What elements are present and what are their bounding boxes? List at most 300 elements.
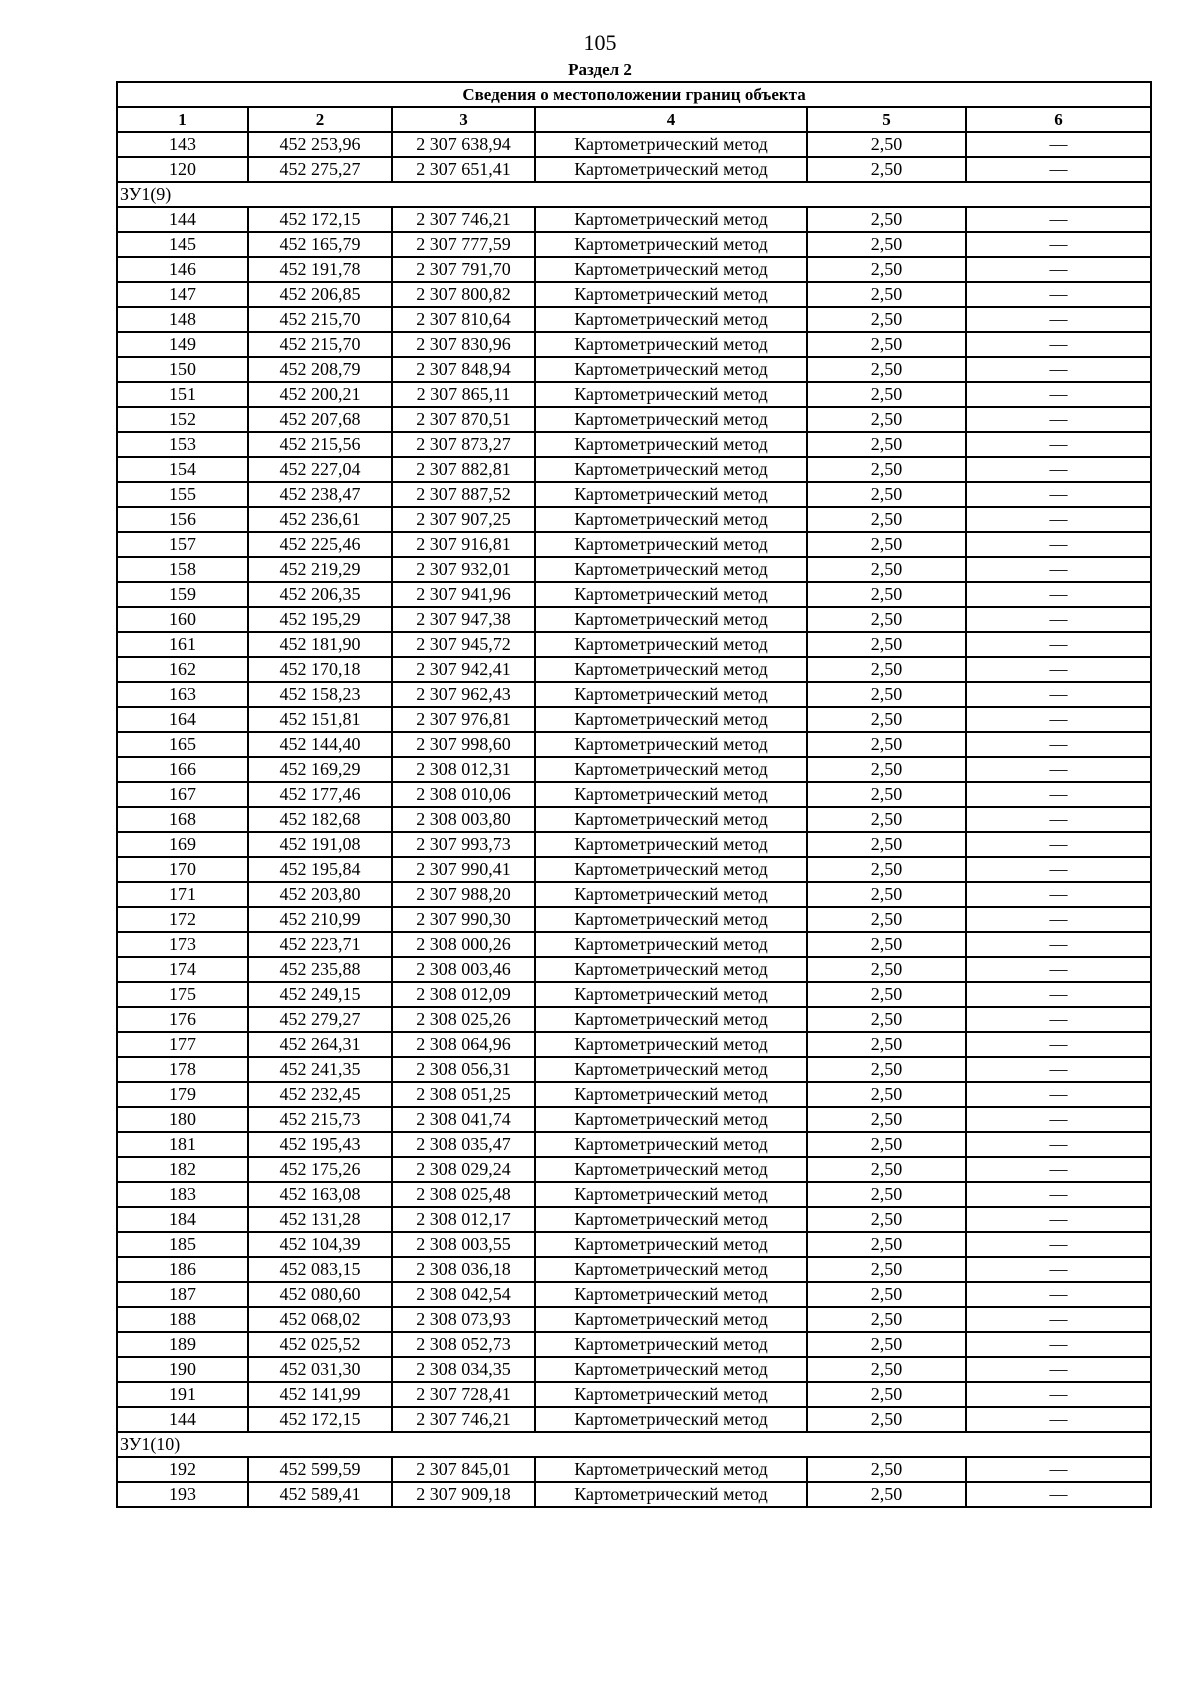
- y-coordinate-cell: 2 307 638,94: [392, 132, 535, 157]
- table-row: [117, 1307, 1151, 1332]
- accuracy-cell: 2,50: [807, 1007, 966, 1032]
- point-number-cell: 157: [117, 532, 248, 557]
- accuracy-cell: 2,50: [807, 532, 966, 557]
- accuracy-cell: 2,50: [807, 1107, 966, 1132]
- y-coordinate-cell: 2 308 056,31: [392, 1057, 535, 1082]
- table-row: [117, 1032, 1151, 1057]
- y-coordinate-cell: 2 307 988,20: [392, 882, 535, 907]
- point-number-cell: 184: [117, 1207, 248, 1232]
- point-number-cell: 147: [117, 282, 248, 307]
- table-row: [117, 382, 1151, 407]
- x-coordinate-cell: 452 279,27: [248, 1007, 392, 1032]
- x-coordinate-cell: 452 195,43: [248, 1132, 392, 1157]
- point-number-cell: 171: [117, 882, 248, 907]
- group-row: [117, 1432, 1151, 1457]
- point-number-cell: 173: [117, 932, 248, 957]
- table-row: [117, 1182, 1151, 1207]
- point-number-cell: 152: [117, 407, 248, 432]
- y-coordinate-cell: 2 307 848,94: [392, 357, 535, 382]
- method-cell: Картометрический метод: [535, 207, 807, 232]
- method-cell: Картометрический метод: [535, 482, 807, 507]
- x-coordinate-cell: 452 175,26: [248, 1157, 392, 1182]
- y-coordinate-cell: 2 307 651,41: [392, 157, 535, 182]
- accuracy-cell: 2,50: [807, 157, 966, 182]
- point-number-cell: 175: [117, 982, 248, 1007]
- description-cell: —: [966, 557, 1151, 582]
- x-coordinate-cell: 452 025,52: [248, 1332, 392, 1357]
- x-coordinate-cell: 452 227,04: [248, 457, 392, 482]
- x-coordinate-cell: 452 169,29: [248, 757, 392, 782]
- description-cell: —: [966, 1207, 1151, 1232]
- table-row: [117, 532, 1151, 557]
- group-row: [117, 182, 1151, 207]
- method-cell: Картометрический метод: [535, 1232, 807, 1257]
- point-number-cell: 160: [117, 607, 248, 632]
- y-coordinate-cell: 2 307 810,64: [392, 307, 535, 332]
- point-number-cell: 154: [117, 457, 248, 482]
- table-row: [117, 257, 1151, 282]
- method-cell: Картометрический метод: [535, 382, 807, 407]
- y-coordinate-cell: 2 308 029,24: [392, 1157, 535, 1182]
- x-coordinate-cell: 452 249,15: [248, 982, 392, 1007]
- point-number-cell: 170: [117, 857, 248, 882]
- y-coordinate-cell: 2 307 777,59: [392, 232, 535, 257]
- description-cell: —: [966, 282, 1151, 307]
- accuracy-cell: 2,50: [807, 1182, 966, 1207]
- accuracy-cell: 2,50: [807, 407, 966, 432]
- accuracy-cell: 2,50: [807, 707, 966, 732]
- table-row: [117, 507, 1151, 532]
- table-row: [117, 1382, 1151, 1407]
- x-coordinate-cell: 452 219,29: [248, 557, 392, 582]
- method-cell: Картометрический метод: [535, 732, 807, 757]
- section-label: Раздел 2: [568, 60, 632, 79]
- x-coordinate-cell: 452 195,84: [248, 857, 392, 882]
- description-cell: —: [966, 232, 1151, 257]
- method-cell: Картометрический метод: [535, 357, 807, 382]
- point-number-cell: 163: [117, 682, 248, 707]
- x-coordinate-cell: 452 210,99: [248, 907, 392, 932]
- description-cell: —: [966, 582, 1151, 607]
- method-cell: Картометрический метод: [535, 1007, 807, 1032]
- x-coordinate-cell: 452 080,60: [248, 1282, 392, 1307]
- description-cell: —: [966, 907, 1151, 932]
- point-number-cell: 177: [117, 1032, 248, 1057]
- column-header: 3: [392, 107, 535, 132]
- method-cell: Картометрический метод: [535, 1082, 807, 1107]
- accuracy-cell: 2,50: [807, 1332, 966, 1357]
- description-cell: —: [966, 1332, 1151, 1357]
- y-coordinate-cell: 2 307 916,81: [392, 532, 535, 557]
- point-number-cell: 120: [117, 157, 248, 182]
- method-cell: Картометрический метод: [535, 557, 807, 582]
- method-cell: Картометрический метод: [535, 1032, 807, 1057]
- column-header: 5: [807, 107, 966, 132]
- point-number-cell: 159: [117, 582, 248, 607]
- y-coordinate-cell: 2 307 746,21: [392, 1407, 535, 1432]
- description-cell: —: [966, 732, 1151, 757]
- x-coordinate-cell: 452 225,46: [248, 532, 392, 557]
- x-coordinate-cell: 452 195,29: [248, 607, 392, 632]
- y-coordinate-cell: 2 308 042,54: [392, 1282, 535, 1307]
- method-cell: Картометрический метод: [535, 1482, 807, 1507]
- description-cell: —: [966, 607, 1151, 632]
- description-cell: —: [966, 382, 1151, 407]
- description-cell: —: [966, 357, 1151, 382]
- table-row: [117, 657, 1151, 682]
- method-cell: Картометрический метод: [535, 1307, 807, 1332]
- method-cell: Картометрический метод: [535, 782, 807, 807]
- accuracy-cell: 2,50: [807, 1307, 966, 1332]
- table-row: [117, 957, 1151, 982]
- description-cell: —: [966, 307, 1151, 332]
- method-cell: Картометрический метод: [535, 1057, 807, 1082]
- method-cell: Картометрический метод: [535, 1107, 807, 1132]
- point-number-cell: 168: [117, 807, 248, 832]
- method-cell: Картометрический метод: [535, 132, 807, 157]
- description-cell: —: [966, 632, 1151, 657]
- table-row: [117, 882, 1151, 907]
- point-number-cell: 161: [117, 632, 248, 657]
- description-cell: —: [966, 757, 1151, 782]
- table-title: Сведения о местоположении границ объекта: [117, 82, 1151, 107]
- description-cell: —: [966, 707, 1151, 732]
- method-cell: Картометрический метод: [535, 1357, 807, 1382]
- method-cell: Картометрический метод: [535, 607, 807, 632]
- description-cell: —: [966, 407, 1151, 432]
- point-number-cell: 151: [117, 382, 248, 407]
- y-coordinate-cell: 2 308 012,09: [392, 982, 535, 1007]
- y-coordinate-cell: 2 308 012,17: [392, 1207, 535, 1232]
- table-row: [117, 932, 1151, 957]
- point-number-cell: 143: [117, 132, 248, 157]
- point-number-cell: 165: [117, 732, 248, 757]
- table-row: [117, 432, 1151, 457]
- description-cell: —: [966, 157, 1151, 182]
- y-coordinate-cell: 2 308 025,26: [392, 1007, 535, 1032]
- description-cell: —: [966, 782, 1151, 807]
- description-cell: —: [966, 957, 1151, 982]
- description-cell: —: [966, 832, 1151, 857]
- x-coordinate-cell: 452 253,96: [248, 132, 392, 157]
- x-coordinate-cell: 452 206,85: [248, 282, 392, 307]
- description-cell: —: [966, 1032, 1151, 1057]
- x-coordinate-cell: 452 215,73: [248, 1107, 392, 1132]
- y-coordinate-cell: 2 308 064,96: [392, 1032, 535, 1057]
- y-coordinate-cell: 2 307 907,25: [392, 507, 535, 532]
- accuracy-cell: 2,50: [807, 207, 966, 232]
- x-coordinate-cell: 452 232,45: [248, 1082, 392, 1107]
- accuracy-cell: 2,50: [807, 632, 966, 657]
- method-cell: Картометрический метод: [535, 282, 807, 307]
- point-number-cell: 178: [117, 1057, 248, 1082]
- y-coordinate-cell: 2 308 041,74: [392, 1107, 535, 1132]
- method-cell: Картометрический метод: [535, 432, 807, 457]
- description-cell: —: [966, 982, 1151, 1007]
- y-coordinate-cell: 2 308 012,31: [392, 757, 535, 782]
- method-cell: Картометрический метод: [535, 1382, 807, 1407]
- accuracy-cell: 2,50: [807, 582, 966, 607]
- table-row: [117, 1057, 1151, 1082]
- y-coordinate-cell: 2 307 845,01: [392, 1457, 535, 1482]
- table-row: [117, 1482, 1151, 1507]
- accuracy-cell: 2,50: [807, 1482, 966, 1507]
- y-coordinate-cell: 2 307 947,38: [392, 607, 535, 632]
- table-row: [117, 1357, 1151, 1382]
- y-coordinate-cell: 2 307 791,70: [392, 257, 535, 282]
- table-row: [117, 1207, 1151, 1232]
- description-cell: —: [966, 532, 1151, 557]
- description-cell: —: [966, 507, 1151, 532]
- y-coordinate-cell: 2 307 993,73: [392, 832, 535, 857]
- point-number-cell: 187: [117, 1282, 248, 1307]
- accuracy-cell: 2,50: [807, 332, 966, 357]
- accuracy-cell: 2,50: [807, 432, 966, 457]
- accuracy-cell: 2,50: [807, 1057, 966, 1082]
- x-coordinate-cell: 452 235,88: [248, 957, 392, 982]
- description-cell: —: [966, 1082, 1151, 1107]
- table-row: [117, 1157, 1151, 1182]
- y-coordinate-cell: 2 308 034,35: [392, 1357, 535, 1382]
- point-number-cell: 190: [117, 1357, 248, 1382]
- point-number-cell: 146: [117, 257, 248, 282]
- x-coordinate-cell: 452 206,35: [248, 582, 392, 607]
- y-coordinate-cell: 2 307 873,27: [392, 432, 535, 457]
- x-coordinate-cell: 452 104,39: [248, 1232, 392, 1257]
- table-row: [117, 1257, 1151, 1282]
- x-coordinate-cell: 452 170,18: [248, 657, 392, 682]
- description-cell: —: [966, 457, 1151, 482]
- description-cell: —: [966, 207, 1151, 232]
- method-cell: Картометрический метод: [535, 907, 807, 932]
- accuracy-cell: 2,50: [807, 507, 966, 532]
- accuracy-cell: 2,50: [807, 257, 966, 282]
- accuracy-cell: 2,50: [807, 1282, 966, 1307]
- accuracy-cell: 2,50: [807, 282, 966, 307]
- y-coordinate-cell: 2 307 887,52: [392, 482, 535, 507]
- point-number-cell: 158: [117, 557, 248, 582]
- y-coordinate-cell: 2 307 865,11: [392, 382, 535, 407]
- table-head: [117, 82, 1151, 132]
- table-row: [117, 632, 1151, 657]
- method-cell: Картометрический метод: [535, 582, 807, 607]
- method-cell: Картометрический метод: [535, 807, 807, 832]
- accuracy-cell: 2,50: [807, 382, 966, 407]
- point-number-cell: 144: [117, 207, 248, 232]
- table-body: [117, 132, 1151, 1507]
- method-cell: Картометрический метод: [535, 257, 807, 282]
- y-coordinate-cell: 2 307 909,18: [392, 1482, 535, 1507]
- table-row: [117, 1232, 1151, 1257]
- table-row: [117, 757, 1151, 782]
- table-row: [117, 282, 1151, 307]
- method-cell: Картометрический метод: [535, 882, 807, 907]
- table-row: [117, 407, 1151, 432]
- accuracy-cell: 2,50: [807, 457, 966, 482]
- accuracy-cell: 2,50: [807, 1457, 966, 1482]
- table-row: [117, 1407, 1151, 1432]
- point-number-cell: 174: [117, 957, 248, 982]
- accuracy-cell: 2,50: [807, 732, 966, 757]
- point-number-cell: 179: [117, 1082, 248, 1107]
- point-number-cell: 167: [117, 782, 248, 807]
- x-coordinate-cell: 452 207,68: [248, 407, 392, 432]
- group-label: ЗУ1(9): [117, 182, 1151, 207]
- y-coordinate-cell: 2 307 962,43: [392, 682, 535, 707]
- x-coordinate-cell: 452 151,81: [248, 707, 392, 732]
- table-row: [117, 557, 1151, 582]
- method-cell: Картометрический метод: [535, 1332, 807, 1357]
- method-cell: Картометрический метод: [535, 507, 807, 532]
- method-cell: Картометрический метод: [535, 1282, 807, 1307]
- method-cell: Картометрический метод: [535, 1132, 807, 1157]
- description-cell: —: [966, 1357, 1151, 1382]
- y-coordinate-cell: 2 308 003,46: [392, 957, 535, 982]
- x-coordinate-cell: 452 215,56: [248, 432, 392, 457]
- column-header: 6: [966, 107, 1151, 132]
- point-number-cell: 189: [117, 1332, 248, 1357]
- point-number-cell: 186: [117, 1257, 248, 1282]
- table-row: [117, 857, 1151, 882]
- accuracy-cell: 2,50: [807, 782, 966, 807]
- method-cell: Картометрический метод: [535, 632, 807, 657]
- table-title-row: [117, 82, 1151, 107]
- x-coordinate-cell: 452 241,35: [248, 1057, 392, 1082]
- x-coordinate-cell: 452 203,80: [248, 882, 392, 907]
- table-row: [117, 782, 1151, 807]
- table-row: [117, 207, 1151, 232]
- method-cell: Картометрический метод: [535, 1182, 807, 1207]
- point-number-cell: 153: [117, 432, 248, 457]
- point-number-cell: 145: [117, 232, 248, 257]
- y-coordinate-cell: 2 307 870,51: [392, 407, 535, 432]
- table-row: [117, 707, 1151, 732]
- accuracy-cell: 2,50: [807, 232, 966, 257]
- table-row: [117, 1132, 1151, 1157]
- description-cell: —: [966, 807, 1151, 832]
- x-coordinate-cell: 452 599,59: [248, 1457, 392, 1482]
- description-cell: —: [966, 1282, 1151, 1307]
- point-number-cell: 191: [117, 1382, 248, 1407]
- x-coordinate-cell: 452 144,40: [248, 732, 392, 757]
- y-coordinate-cell: 2 307 882,81: [392, 457, 535, 482]
- method-cell: Картометрический метод: [535, 957, 807, 982]
- table-row: [117, 832, 1151, 857]
- table-row: [117, 1107, 1151, 1132]
- x-coordinate-cell: 452 177,46: [248, 782, 392, 807]
- accuracy-cell: 2,50: [807, 1382, 966, 1407]
- y-coordinate-cell: 2 307 976,81: [392, 707, 535, 732]
- method-cell: Картометрический метод: [535, 657, 807, 682]
- accuracy-cell: 2,50: [807, 1232, 966, 1257]
- description-cell: —: [966, 1107, 1151, 1132]
- point-number-cell: 148: [117, 307, 248, 332]
- y-coordinate-cell: 2 307 941,96: [392, 582, 535, 607]
- table-row: [117, 807, 1151, 832]
- table-row: [117, 907, 1151, 932]
- y-coordinate-cell: 2 307 800,82: [392, 282, 535, 307]
- accuracy-cell: 2,50: [807, 557, 966, 582]
- x-coordinate-cell: 452 163,08: [248, 1182, 392, 1207]
- accuracy-cell: 2,50: [807, 1032, 966, 1057]
- method-cell: Картометрический метод: [535, 157, 807, 182]
- method-cell: Картометрический метод: [535, 857, 807, 882]
- point-number-cell: 149: [117, 332, 248, 357]
- y-coordinate-cell: 2 308 003,80: [392, 807, 535, 832]
- method-cell: Картометрический метод: [535, 457, 807, 482]
- y-coordinate-cell: 2 308 052,73: [392, 1332, 535, 1357]
- accuracy-cell: 2,50: [807, 1257, 966, 1282]
- x-coordinate-cell: 452 141,99: [248, 1382, 392, 1407]
- group-label: ЗУ1(10): [117, 1432, 1151, 1457]
- point-number-cell: 185: [117, 1232, 248, 1257]
- method-cell: Картометрический метод: [535, 407, 807, 432]
- description-cell: —: [966, 132, 1151, 157]
- point-number-cell: 162: [117, 657, 248, 682]
- description-cell: —: [966, 1382, 1151, 1407]
- description-cell: —: [966, 657, 1151, 682]
- accuracy-cell: 2,50: [807, 757, 966, 782]
- description-cell: —: [966, 1482, 1151, 1507]
- x-coordinate-cell: 452 182,68: [248, 807, 392, 832]
- description-cell: —: [966, 1232, 1151, 1257]
- y-coordinate-cell: 2 308 010,06: [392, 782, 535, 807]
- column-header: 2: [248, 107, 392, 132]
- accuracy-cell: 2,50: [807, 1157, 966, 1182]
- x-coordinate-cell: 452 172,15: [248, 207, 392, 232]
- accuracy-cell: 2,50: [807, 1132, 966, 1157]
- description-cell: —: [966, 932, 1151, 957]
- method-cell: Картометрический метод: [535, 532, 807, 557]
- method-cell: Картометрический метод: [535, 1207, 807, 1232]
- point-number-cell: 166: [117, 757, 248, 782]
- accuracy-cell: 2,50: [807, 907, 966, 932]
- method-cell: Картометрический метод: [535, 932, 807, 957]
- table-row: [117, 157, 1151, 182]
- method-cell: Картометрический метод: [535, 1457, 807, 1482]
- method-cell: Картометрический метод: [535, 1407, 807, 1432]
- method-cell: Картометрический метод: [535, 682, 807, 707]
- accuracy-cell: 2,50: [807, 682, 966, 707]
- method-cell: Картометрический метод: [535, 332, 807, 357]
- y-coordinate-cell: 2 307 728,41: [392, 1382, 535, 1407]
- x-coordinate-cell: 452 158,23: [248, 682, 392, 707]
- x-coordinate-cell: 452 215,70: [248, 307, 392, 332]
- table-row: [117, 1082, 1151, 1107]
- accuracy-cell: 2,50: [807, 307, 966, 332]
- description-cell: —: [966, 1157, 1151, 1182]
- table-row: [117, 682, 1151, 707]
- table-row: [117, 982, 1151, 1007]
- description-cell: —: [966, 1457, 1151, 1482]
- point-number-cell: 155: [117, 482, 248, 507]
- column-header: 1: [117, 107, 248, 132]
- x-coordinate-cell: 452 191,78: [248, 257, 392, 282]
- accuracy-cell: 2,50: [807, 607, 966, 632]
- table-row: [117, 1007, 1151, 1032]
- point-number-cell: 144: [117, 1407, 248, 1432]
- table-row: [117, 1457, 1151, 1482]
- table-row: [117, 457, 1151, 482]
- point-number-cell: 180: [117, 1107, 248, 1132]
- x-coordinate-cell: 452 208,79: [248, 357, 392, 382]
- y-coordinate-cell: 2 308 025,48: [392, 1182, 535, 1207]
- description-cell: —: [966, 882, 1151, 907]
- description-cell: —: [966, 857, 1151, 882]
- description-cell: —: [966, 1407, 1151, 1432]
- y-coordinate-cell: 2 307 945,72: [392, 632, 535, 657]
- y-coordinate-cell: 2 307 932,01: [392, 557, 535, 582]
